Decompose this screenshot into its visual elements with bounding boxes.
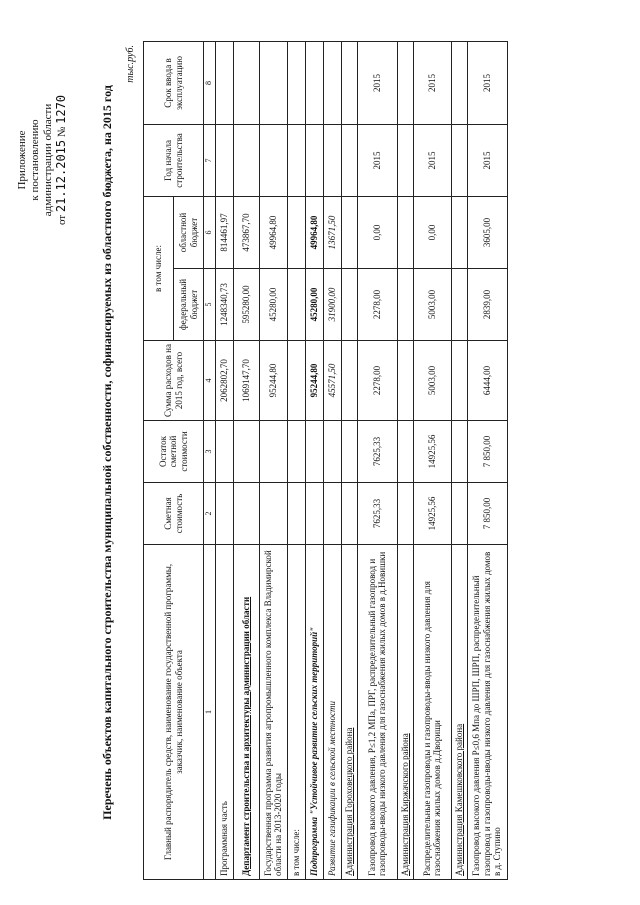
cell-estimate	[215, 483, 233, 545]
cell-total: 2062802,70	[215, 341, 233, 421]
col-index: 4	[204, 341, 216, 421]
cell-regional: 49964,80	[259, 196, 287, 268]
header-commissioning: Срок ввода в эксплуатацию	[144, 41, 204, 124]
cell-regional: 473867,70	[233, 196, 259, 268]
appendix-header	[16, 85, 69, 235]
cell-start-year	[215, 124, 233, 196]
date-prefix: от	[56, 214, 68, 226]
col-index: 5	[204, 269, 216, 341]
header-federal: федеральный бюджет	[174, 269, 204, 341]
cell-remaining: 7625,33	[357, 421, 397, 483]
table-row	[233, 41, 259, 879]
cell-commissioning	[287, 41, 305, 124]
cell-total: 1069147,70	[233, 341, 259, 421]
header-total-2015: Сумма расходов на 2015 год, всего	[144, 341, 204, 421]
col-index: 6	[204, 196, 216, 268]
cell-commissioning	[451, 41, 467, 124]
cell-regional	[397, 196, 413, 268]
cell-remaining	[215, 421, 233, 483]
cell-federal: 595280,00	[233, 269, 259, 341]
table-row	[413, 41, 451, 879]
cell-federal: 2839,00	[467, 269, 507, 341]
cell-regional: 49964,80	[305, 196, 323, 268]
cell-federal: 31900,00	[323, 269, 341, 341]
cell-start-year	[233, 124, 259, 196]
cell-regional: 0,00	[413, 196, 451, 268]
cell-total: 95244,80	[305, 341, 323, 421]
cell-total: 2278,00	[357, 341, 397, 421]
cell-estimate	[323, 483, 341, 545]
cell-regional: 13671,50	[323, 196, 341, 268]
cell-regional: 3605,00	[467, 196, 507, 268]
cell-remaining	[323, 421, 341, 483]
appendix-decree-line: к постановлению администрации области	[29, 103, 54, 217]
row-name: Государственная программа развития агропромышленного комплекса Владимирской области на 2013-2020 годы	[259, 545, 287, 880]
cell-commissioning	[397, 41, 413, 124]
col-index: 8	[204, 41, 216, 124]
table-row	[357, 41, 397, 879]
cell-commissioning	[215, 41, 233, 124]
cell-federal	[341, 269, 357, 341]
number-sign: №	[56, 126, 68, 138]
cell-commissioning	[233, 41, 259, 124]
cell-regional: 814461,97	[215, 196, 233, 268]
cell-total: 5003,00	[413, 341, 451, 421]
cell-regional: 0,00	[357, 196, 397, 268]
cell-remaining: 14925,56	[413, 421, 451, 483]
cell-commissioning	[341, 41, 357, 124]
table-row	[259, 41, 287, 879]
row-name: в том числе:	[287, 545, 305, 880]
cell-start-year	[305, 124, 323, 196]
decree-number: 1270	[54, 94, 68, 124]
row-name: Распределительные газопроводы и газопроводы-вводы низкого давления для газоснабжения жилых домов д.Дворищи	[413, 545, 451, 880]
cell-estimate	[451, 483, 467, 545]
objects-table	[143, 41, 508, 880]
cell-federal	[287, 269, 305, 341]
row-name: Администрация Киржачского района	[397, 545, 413, 880]
cell-start-year	[323, 124, 341, 196]
row-name: Газопровод высокого давления, Р≤1,2 МПа, ПРГ, распределительный газопровод и газопроводы-вводы низкого давления для газоснабжения жилых домов в д.Новишки	[357, 545, 397, 880]
row-name: Подпрограмма "Устойчивое развитие сельских территорий"	[305, 545, 323, 880]
cell-estimate: 14925,56	[413, 483, 451, 545]
cell-estimate	[259, 483, 287, 545]
cell-start-year	[341, 124, 357, 196]
table-row	[323, 41, 341, 879]
table-row	[397, 41, 413, 879]
cell-remaining	[305, 421, 323, 483]
cell-start-year: 2015	[413, 124, 451, 196]
table-row	[287, 41, 305, 879]
document-title: Перечень объектов капитального строительства муниципальной собственности, софинансируемых из областного бюджета, на 2015 год	[100, 85, 114, 820]
cell-total	[451, 341, 467, 421]
header-start-year: Год начала строительства	[144, 124, 204, 196]
cell-total	[341, 341, 357, 421]
cell-remaining	[287, 421, 305, 483]
appendix-label: Приложение	[16, 130, 28, 190]
table-row	[341, 41, 357, 879]
units-label: тыс.руб.	[125, 45, 136, 83]
cell-remaining	[397, 421, 413, 483]
cell-estimate	[341, 483, 357, 545]
row-name: Программная часть	[215, 545, 233, 880]
header-including: в том числе:	[144, 196, 174, 340]
row-name: Развитие газификации в сельской местности	[323, 545, 341, 880]
cell-federal: 1248340,73	[215, 269, 233, 341]
header-remaining: Остаток сметной стоимости	[144, 421, 204, 483]
row-name: Администрация Гороховецкого района	[341, 545, 357, 880]
table-row	[215, 41, 233, 879]
cell-estimate	[305, 483, 323, 545]
cell-total	[397, 341, 413, 421]
cell-start-year: 2015	[467, 124, 507, 196]
cell-federal: 45280,00	[305, 269, 323, 341]
cell-remaining	[259, 421, 287, 483]
header-estimate: Сметная стоимость	[144, 483, 204, 545]
cell-commissioning	[323, 41, 341, 124]
cell-remaining: 7 850,00	[467, 421, 507, 483]
cell-federal: 2278,00	[357, 269, 397, 341]
cell-federal: 5003,00	[413, 269, 451, 341]
appendix-date-line	[55, 85, 69, 235]
cell-start-year	[397, 124, 413, 196]
row-name: Газопровод высокого давления Р≤0,6 Мпа до ШРП, ШРП, распределительный газопровод и газопроводы-вводы низкого давления для газоснабжения жилых домов в д. Ступино	[467, 545, 507, 880]
cell-remaining	[451, 421, 467, 483]
cell-regional	[287, 196, 305, 268]
cell-total	[287, 341, 305, 421]
cell-federal	[451, 269, 467, 341]
cell-estimate: 7 850,00	[467, 483, 507, 545]
cell-regional	[341, 196, 357, 268]
cell-commissioning: 2015	[357, 41, 397, 124]
table-row	[305, 41, 323, 879]
col-index: 3	[204, 421, 216, 483]
cell-commissioning	[305, 41, 323, 124]
cell-remaining	[341, 421, 357, 483]
cell-estimate	[287, 483, 305, 545]
cell-start-year	[287, 124, 305, 196]
cell-estimate: 7625,33	[357, 483, 397, 545]
row-name: Департамент строительства и архитектуры администрации области	[233, 545, 259, 880]
header-main: Главный распорядитель средств, наименование государственной программы, заказчик, наименование объекта	[144, 545, 204, 880]
cell-total: 95244,80	[259, 341, 287, 421]
header-regional: областной бюджет	[174, 196, 204, 268]
cell-start-year: 2015	[357, 124, 397, 196]
cell-total: 45571,50	[323, 341, 341, 421]
col-index: 1	[204, 545, 216, 880]
cell-federal: 45280,00	[259, 269, 287, 341]
cell-estimate	[233, 483, 259, 545]
cell-start-year	[451, 124, 467, 196]
table-row	[451, 41, 467, 879]
cell-remaining	[233, 421, 259, 483]
decree-date: 21.12.2015	[54, 139, 68, 213]
cell-commissioning: 2015	[467, 41, 507, 124]
cell-commissioning	[259, 41, 287, 124]
col-index: 7	[204, 124, 216, 196]
cell-start-year	[259, 124, 287, 196]
row-name: Администрация Камешковского района	[451, 545, 467, 880]
cell-regional	[451, 196, 467, 268]
table-row	[467, 41, 507, 879]
col-index: 2	[204, 483, 216, 545]
cell-commissioning: 2015	[413, 41, 451, 124]
cell-total: 6444,00	[467, 341, 507, 421]
cell-federal	[397, 269, 413, 341]
cell-estimate	[397, 483, 413, 545]
